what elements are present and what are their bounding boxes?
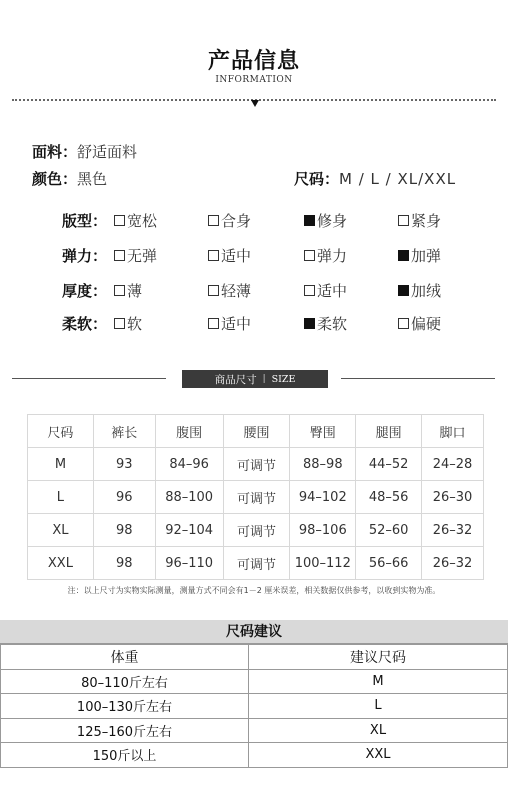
size-table-cell: 94–102 xyxy=(290,481,356,514)
checked-box-icon xyxy=(304,215,315,226)
recommendation-cell: XXL xyxy=(249,743,508,768)
property-option-label: 合身 xyxy=(221,212,252,230)
recommendation-cell: M xyxy=(249,669,508,694)
property-row xyxy=(62,245,482,265)
property-option-label: 偏硬 xyxy=(411,315,442,333)
recommendation-cell: 150斤以上 xyxy=(1,743,249,768)
unchecked-box-icon xyxy=(304,285,315,296)
size-table-header-cell: 腿围 xyxy=(356,415,422,448)
fabric-line xyxy=(32,141,137,162)
size-table-header-cell: 腹围 xyxy=(155,415,223,448)
recommendation-cell: 100–130斤左右 xyxy=(1,694,249,719)
size-section-tag xyxy=(182,370,328,388)
recommendation-header-cell: 体重 xyxy=(1,645,249,670)
recommendation-cell: L xyxy=(249,694,508,719)
size-table-cell: 可调节 xyxy=(223,547,290,580)
size-table-cell: 可调节 xyxy=(223,514,290,547)
property-option xyxy=(208,210,251,231)
property-option xyxy=(304,245,347,266)
property-option-label: 适中 xyxy=(317,282,348,300)
size-line xyxy=(294,168,456,189)
page-title: 产品信息 xyxy=(207,49,300,74)
size-table-row xyxy=(28,514,484,547)
size-table-cell: 100–112 xyxy=(290,547,356,580)
recommendation-cell: 125–160斤左右 xyxy=(1,718,249,743)
size-table-header-cell: 尺码 xyxy=(28,415,94,448)
size-table-cell: 88–98 xyxy=(290,448,356,481)
property-option xyxy=(208,280,251,301)
property-option xyxy=(114,245,157,266)
size-table-cell: 26–32 xyxy=(422,547,484,580)
measurement-note: 注：以上尺寸为实物实际测量，测量方式不同会有1－2 厘米误差，相关数据仅供参考，以收到实物为准。 xyxy=(67,586,441,595)
property-option-label: 紧身 xyxy=(411,212,442,230)
property-option-label: 宽松 xyxy=(127,212,158,230)
property-option xyxy=(398,245,441,266)
property-label: 柔软： xyxy=(62,315,108,333)
size-table-cell: 可调节 xyxy=(223,481,290,514)
property-label: 版型： xyxy=(62,212,108,230)
unchecked-box-icon xyxy=(208,318,219,329)
checked-box-icon xyxy=(304,318,315,329)
page-subtitle: INFORMATION xyxy=(215,75,293,85)
recommendation-row xyxy=(1,669,508,694)
property-option xyxy=(398,210,441,231)
fabric-value: 舒适面料 xyxy=(77,143,138,161)
size-table-cell: 98 xyxy=(93,547,155,580)
property-option-label: 软 xyxy=(127,315,143,333)
size-table-cell: 92–104 xyxy=(155,514,223,547)
recommendation-cell: 80–110斤左右 xyxy=(1,669,249,694)
size-table-cell: 93 xyxy=(93,448,155,481)
size-table-cell: 56–66 xyxy=(356,547,422,580)
color-value: 黑色 xyxy=(77,170,108,188)
section-line-left xyxy=(12,378,166,379)
size-label: 尺码： xyxy=(294,170,340,188)
property-option xyxy=(114,313,142,334)
size-table-cell: XL xyxy=(28,514,94,547)
unchecked-box-icon xyxy=(398,318,409,329)
size-value: M / L / XL/XXL xyxy=(339,170,457,188)
size-table-cell: 可调节 xyxy=(223,448,290,481)
size-table-cell: XXL xyxy=(28,547,94,580)
size-section-title: 商品尺寸 xyxy=(214,373,257,386)
property-row xyxy=(62,210,482,230)
property-option xyxy=(304,313,347,334)
property-option xyxy=(114,280,142,301)
property-option-label: 修身 xyxy=(317,212,348,230)
size-table-cell: 96–110 xyxy=(155,547,223,580)
size-table-row xyxy=(28,481,484,514)
unchecked-box-icon xyxy=(304,250,315,261)
property-option-label: 适中 xyxy=(221,315,252,333)
size-table-cell: 84–96 xyxy=(155,448,223,481)
property-label: 厚度： xyxy=(62,282,108,300)
property-option xyxy=(304,280,347,301)
color-label: 颜色： xyxy=(32,170,78,188)
property-option xyxy=(398,313,441,334)
recommendation-table xyxy=(0,644,508,768)
size-table-cell: 96 xyxy=(93,481,155,514)
unchecked-box-icon xyxy=(208,215,219,226)
size-table-header-row xyxy=(28,415,484,448)
property-option xyxy=(114,210,157,231)
size-table-cell: 48–56 xyxy=(356,481,422,514)
property-option-label: 加绒 xyxy=(411,282,442,300)
property-option-label: 轻薄 xyxy=(221,282,252,300)
size-table-cell: 88–100 xyxy=(155,481,223,514)
property-option-label: 柔软 xyxy=(317,315,348,333)
recommendation-row xyxy=(1,718,508,743)
property-option-label: 无弹 xyxy=(127,247,158,265)
property-option-label: 加弹 xyxy=(411,247,442,265)
unchecked-box-icon xyxy=(208,250,219,261)
checked-box-icon xyxy=(398,285,409,296)
property-option xyxy=(208,245,251,266)
property-option xyxy=(304,210,347,231)
property-option-label: 适中 xyxy=(221,247,252,265)
property-label: 弹力： xyxy=(62,247,108,265)
section-line-right xyxy=(341,378,495,379)
property-option-label: 弹力 xyxy=(317,247,348,265)
size-section-title-en: SIZE xyxy=(271,373,296,385)
recommendation-row xyxy=(1,694,508,719)
recommendation-title: 尺码建议 xyxy=(0,620,508,644)
size-table-cell: 26–32 xyxy=(422,514,484,547)
unchecked-box-icon xyxy=(114,250,125,261)
triangle-down-icon xyxy=(251,100,259,107)
size-section-divider: | xyxy=(262,374,266,384)
size-table-cell: 98–106 xyxy=(290,514,356,547)
size-table-header-cell: 脚口 xyxy=(422,415,484,448)
size-table-header-cell: 臀围 xyxy=(290,415,356,448)
property-row xyxy=(62,313,482,333)
size-table xyxy=(27,414,484,580)
unchecked-box-icon xyxy=(114,215,125,226)
checked-box-icon xyxy=(398,250,409,261)
color-line xyxy=(32,168,107,189)
size-table-row xyxy=(28,547,484,580)
recommendation-header-row xyxy=(1,645,508,670)
size-table-cell: 24–28 xyxy=(422,448,484,481)
property-option-label: 薄 xyxy=(127,282,143,300)
unchecked-box-icon xyxy=(398,215,409,226)
property-option xyxy=(208,313,251,334)
size-table-cell: 98 xyxy=(93,514,155,547)
unchecked-box-icon xyxy=(114,285,125,296)
size-table-cell: 44–52 xyxy=(356,448,422,481)
size-table-header-cell: 腰围 xyxy=(223,415,290,448)
size-table-cell: L xyxy=(28,481,94,514)
size-table-cell: M xyxy=(28,448,94,481)
size-table-cell: 26–30 xyxy=(422,481,484,514)
property-row xyxy=(62,280,482,300)
recommendation-cell: XL xyxy=(249,718,508,743)
size-table-cell: 52–60 xyxy=(356,514,422,547)
property-option xyxy=(398,280,441,301)
recommendation-row xyxy=(1,743,508,768)
fabric-label: 面料： xyxy=(32,143,78,161)
unchecked-box-icon xyxy=(208,285,219,296)
recommendation-header-cell: 建议尺码 xyxy=(249,645,508,670)
unchecked-box-icon xyxy=(114,318,125,329)
size-table-header-cell: 裤长 xyxy=(93,415,155,448)
size-table-row xyxy=(28,448,484,481)
